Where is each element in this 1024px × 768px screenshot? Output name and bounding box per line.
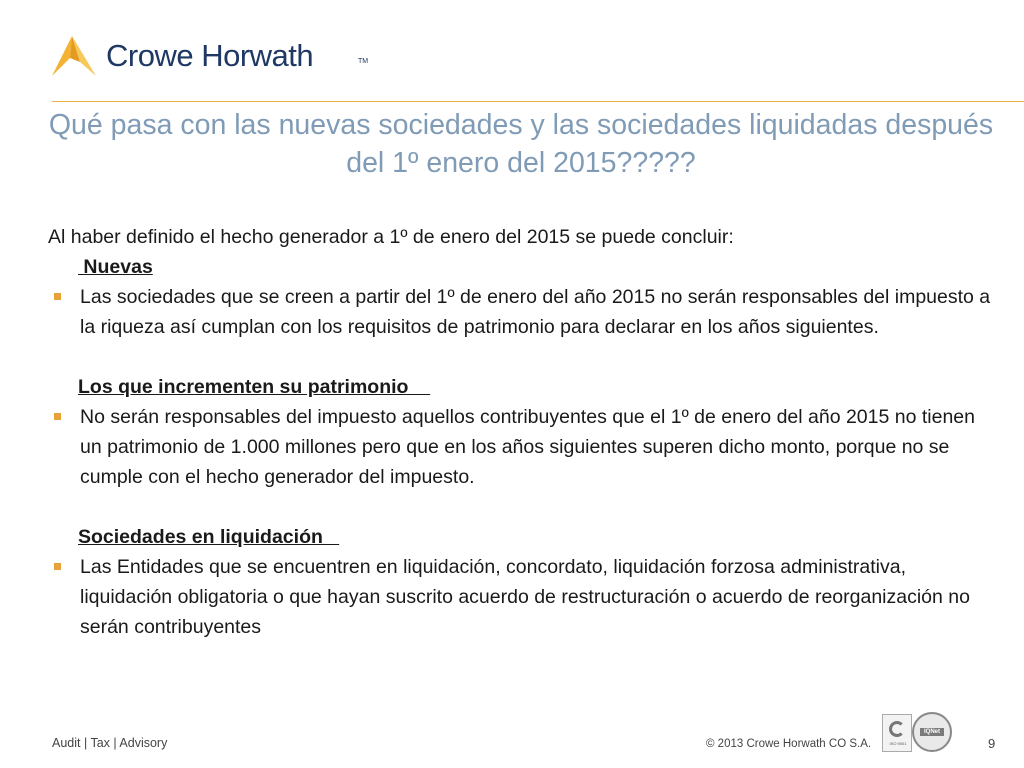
bullet-item xyxy=(48,402,998,492)
slide-title: Qué pasa con las nuevas sociedades y las sociedades liquidadas después del 1º enero del 2015????? xyxy=(48,109,994,179)
section-heading-liquidacion: Sociedades en liquidación xyxy=(78,526,340,548)
brand-trademark: TM xyxy=(358,58,369,65)
section-heading-nuevas: Nuevas xyxy=(78,256,153,278)
bullet-item xyxy=(48,552,998,642)
bullet-text: Las sociedades que se creen a partir del 1º de enero del año 2015 no serán responsables del impuesto a la riqueza así cumplan con los requisitos de patrimonio para declarar en los años siguientes. xyxy=(80,286,991,338)
section-heading-patrimonio: Los que incrementen su patrimonio xyxy=(78,376,431,398)
bullet-text: No serán responsables del impuesto aquellos contribuyentes que el 1º de enero del año 2015 no tienen un patrimonio de 1.000 millones pero que en los años siguientes superen dicho monto, porque no se cumple con el hecho generador del impuesto. xyxy=(80,406,975,488)
square-bullet-icon xyxy=(54,563,61,570)
iso-certification-badge-icon xyxy=(882,714,912,752)
bullet-item xyxy=(48,282,998,342)
footer-services: Audit | Tax | Advisory xyxy=(52,736,168,750)
footer-copyright: © 2013 Crowe Horwath CO S.A. xyxy=(706,738,872,750)
iso-badge-label: ISO 9001 xyxy=(889,741,907,746)
brand-name: Crowe Horwath xyxy=(106,38,314,73)
slide-body xyxy=(48,222,998,642)
square-bullet-icon xyxy=(54,413,61,420)
intro-text: Al haber definido el hecho generador a 1º de enero del 2015 se puede concluir: xyxy=(48,226,734,248)
logo-flame-icon xyxy=(50,34,100,78)
header-divider xyxy=(52,101,1024,102)
page-number: 9 xyxy=(988,736,996,751)
bullet-text: Las Entidades que se encuentren en liquidación, concordato, liquidación forzosa administrativa, liquidación obligatoria o que hayan suscrito acuerdo de restructuración o acuerdo de reorganización no serán contribuyentes xyxy=(80,556,970,638)
iqnet-badge-label: IQNet xyxy=(920,728,944,736)
iqnet-certification-badge-icon xyxy=(912,712,952,752)
square-bullet-icon xyxy=(54,293,61,300)
